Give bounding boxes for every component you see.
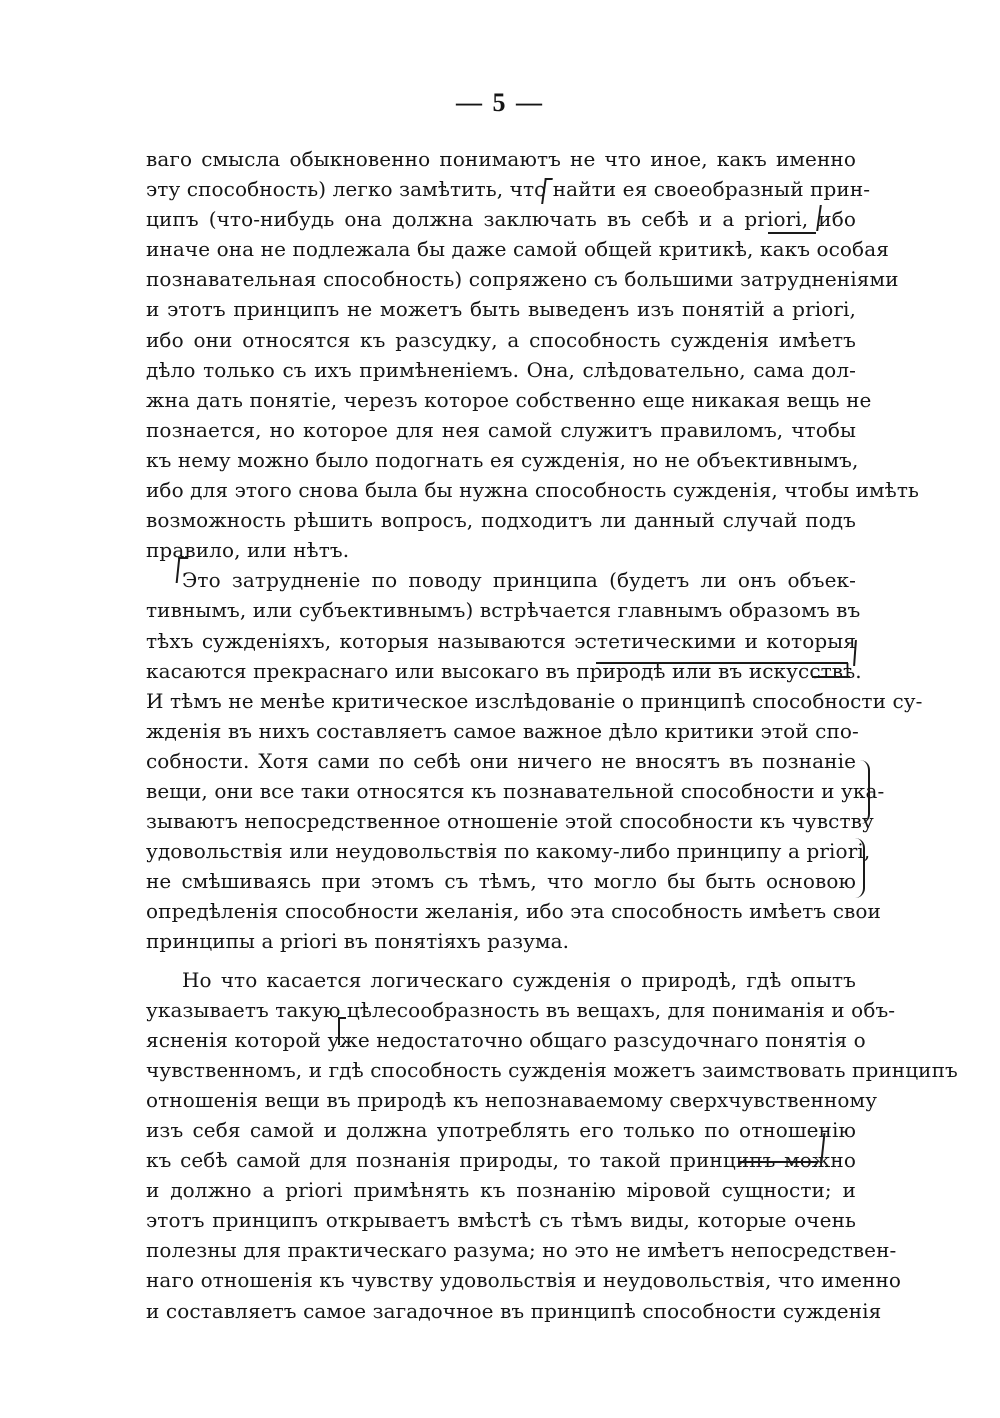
text-line: познавательная способность) сопряжено съ большими затрудненіями xyxy=(146,267,899,292)
text-line: отношенія вещи въ природѣ къ непознаваемому сверхчувственному xyxy=(146,1087,878,1112)
text-line: правило, или нѣтъ. xyxy=(146,538,350,563)
text-line: не смѣшиваясь при этомъ съ тѣмъ, что могло бы быть основою xyxy=(146,869,856,894)
pencil-overline-mark xyxy=(812,676,850,678)
text-line: изъ себя самой и должна употреблять его только по отношенію xyxy=(146,1118,856,1142)
text-line: ясненія которой уже недостаточно общаго разсудочнаго понятія о xyxy=(146,1027,866,1052)
text-line: ибо они относятся къ разсудку, а способность сужденія имѣетъ xyxy=(146,327,856,352)
body-text xyxy=(146,144,958,1326)
text-line: жна дать понятіе, черезъ которое собственно еще никакая вещь не xyxy=(146,387,872,412)
text-line: опредѣленія способности желанія, ибо эта способность имѣетъ свои xyxy=(146,899,881,924)
text-line: И тѣмъ не менѣе критическое изслѣдованіе о принципѣ способности су- xyxy=(146,688,923,713)
paragraph-gap xyxy=(146,957,856,965)
text-line: жденія въ нихъ составляетъ самое важное дѣло критики этой спо- xyxy=(146,718,859,743)
pencil-bracket-open-mark xyxy=(338,1017,346,1045)
paragraph xyxy=(146,565,923,956)
text-line: касаются прекраснаго или высокаго въ природѣ или въ искусствѣ. xyxy=(146,658,862,683)
paragraph xyxy=(146,965,958,1326)
text-line: зываютъ непосредственное отношеніе этой способности къ чувству xyxy=(146,809,874,834)
text-line: Это затрудненіе по поводу принципа (будетъ ли онъ объек- xyxy=(182,568,856,593)
pencil-underline-mark xyxy=(768,232,816,234)
text-line: вещи, они все таки относятся къ познавательной способности и ука- xyxy=(146,778,885,803)
text-line: познается, но которое для нея самой служитъ правиломъ, чтобы xyxy=(146,417,856,442)
text-line: и этотъ принципъ не можетъ быть выведенъ изъ понятій a priori, xyxy=(146,297,856,322)
text-line: къ себѣ самой для познанія природы, то такой принципъ можно xyxy=(146,1148,856,1173)
pencil-underline-mark xyxy=(738,1161,818,1163)
text-line: чувственномъ, и гдѣ способность сужденія можетъ заимствовать принципъ xyxy=(146,1057,958,1082)
text-line: ваго смысла обыкновенно понимаютъ не что иное, какъ именно xyxy=(146,147,856,171)
text-line: и должно a priori примѣнять къ познанію міровой сущности; и xyxy=(146,1178,856,1203)
text-line: къ нему можно было подогнать ея сужденія, но не объективнымъ, xyxy=(146,447,859,472)
text-line: ципъ (что-нибудь она должна заключать въ себѣ и a priori, ибо xyxy=(146,207,856,232)
text-line: полезны для практическаго разума; но это не имѣетъ непосредствен- xyxy=(146,1238,897,1263)
page-number: — 5 — xyxy=(456,88,544,117)
text-line: Но что касается логическаго сужденія о природѣ, гдѣ опытъ xyxy=(182,967,856,992)
text-line: иначе она не подлежала бы даже самой общей критикѣ, какъ особая xyxy=(146,237,889,262)
text-line: тѣхъ сужденіяхъ, которыя называются эстетическими и которыя xyxy=(146,628,856,653)
text-line: собности. Хотя сами по себѣ они ничего не вносятъ въ познаніе xyxy=(146,748,856,773)
text-line: эту способность) легко замѣтить, что найти ея своеобразный прин- xyxy=(146,177,871,202)
text-line: ибо для этого снова была бы нужна способность сужденія, чтобы имѣть xyxy=(146,478,919,503)
paragraph xyxy=(146,144,919,565)
text-line: возможность рѣшить вопросъ, подходитъ ли данный случай подъ xyxy=(146,508,856,533)
text-line: тивнымъ, или субъективнымъ) встрѣчается главнымъ образомъ въ xyxy=(146,598,861,623)
text-line: указываетъ такую цѣлесообразность въ вещахъ, для пониманія и объ- xyxy=(146,997,896,1022)
text-line: дѣло только съ ихъ примѣненіемъ. Она, слѣдовательно, сама дол- xyxy=(146,357,856,382)
pencil-margin-brace-mark xyxy=(853,838,865,898)
pencil-underline-mark xyxy=(596,662,848,664)
text-line: наго отношенія къ чувству удовольствія и неудовольствія, что именно xyxy=(146,1268,902,1293)
text-line: этотъ принципъ открываетъ вмѣстѣ съ тѣмъ виды, которые очень xyxy=(146,1208,856,1233)
text-line: и составляетъ самое загадочное въ принципѣ способности сужденія xyxy=(146,1298,882,1323)
pencil-margin-brace-mark xyxy=(856,760,870,824)
text-line: удовольствія или неудовольствія по какому-либо принципу a priori, xyxy=(146,839,871,864)
text-line: принципы a priori въ понятіяхъ разума. xyxy=(146,929,570,954)
